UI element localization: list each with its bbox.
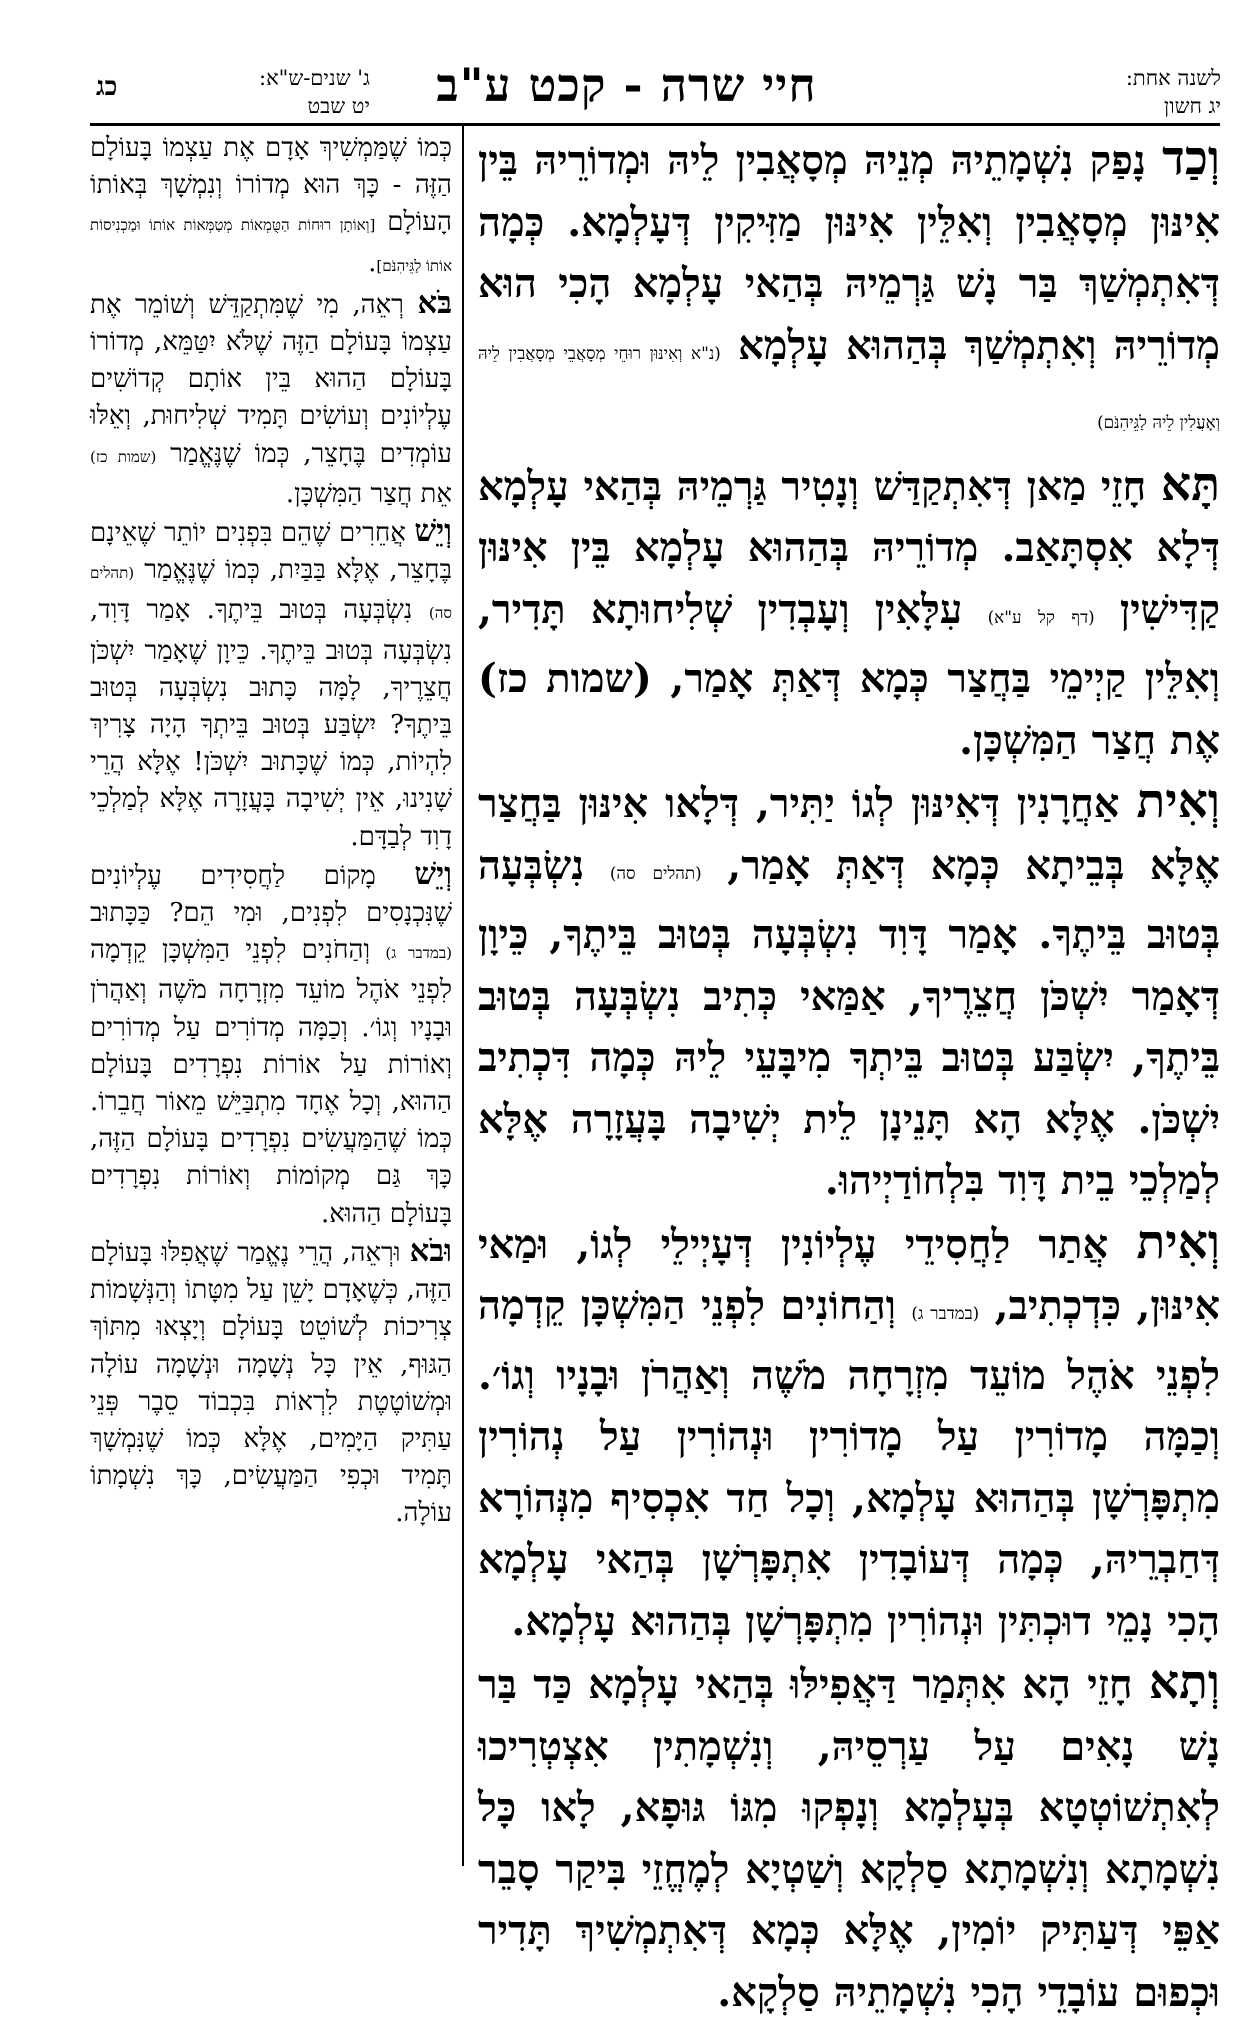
paragraph-opening-word: וְתָא (1148, 1655, 1220, 1710)
paragraph-text-tail: . (368, 247, 377, 278)
schedule-one-year-date: יג חשון (1163, 94, 1221, 118)
schedule-one-year (1001, 64, 1221, 120)
source-note: (במדבר ג) (385, 944, 452, 963)
source-note: (שמות כז) (90, 447, 157, 466)
main-paragraph-3 (478, 771, 1220, 1212)
paragraph-text: נָפַק נִשְׁמָתֵיהּ מְנֵיהּ מְסָאֲבִין לֵיהּ וּמְדוֹרֵיהּ בֵּין אִינּוּן מְסָאֲבִין וְאִלֵּין אִינּוּן מַזִּיקִין דְּעָלְמָא. כְּמָה דְּאִתְמְשַׁךְ בַּר נָשׁ גַּרְמֵיהּ בְּהַאי עָלְמָא הָכִי הוּא מְדוֹרֵיהּ וְאִתְמְשַׁךְ בְּהַהוּא עָלְמָא (478, 137, 1220, 369)
main-paragraph-4 (478, 1212, 1220, 1653)
paragraph-text: מָקוֹם לַחֲסִידִים עֶלְיוֹנִים שֶׁנִּכְנָסִים לִפְנִים, וּמִי הֵם? כַּכָּתוּב (90, 860, 452, 929)
schedule-three-years-date: יט שבט (307, 94, 370, 118)
paragraph-text-tail: עִלָּאִין וְעָבְדִין שְׁלִיחוּתָא תָּדִיר, וְאִלֵּין קַיְימֵי בַּחֲצַר כְּמָא דְּאַתְּ אָמַר, (שמות כז) אֶת חֲצַר הַמִּשְׁכָּן. (478, 585, 1220, 764)
schedule-one-year-label: לשנה אחת: (1125, 66, 1221, 90)
paragraph-text: אֲתַר לַחֲסִידֵי עֶלְיוֹנִין דְּעָיְילֵי לְגוֹ, וּמַאי אִינּוּן, כִּדְכְתִיב, (478, 1220, 1221, 1329)
column-divider (462, 126, 464, 1866)
source-note: (דף קל ע"א) (987, 606, 1095, 627)
paragraph-opening-word: וְיֵשׁ (414, 513, 452, 550)
paragraph-text-tail: וְהַחֹנִים לִפְנֵי הַמִּשְׁכָּן קֵדְמָה לִפְנֵי אֹהֶל מוֹעֵד מִזְרָחָה מֹשֶׁה וְאַהֲרֹן וּבָנָיו וְגוֹ׳. וְכַמָּה מְדוֹרִים עַל מְדוֹרִים וְאוֹרוֹת עַל אוֹרוֹת נִפְרָדִים בָּעוֹלָם הַהוּא, וְכָל אֶחָד מִתְבַּיֵּשׁ מֵאוֹר חֲבֵרוֹ. כְּמוֹ שֶׁהַמַּעֲשִׂים נִפְרָדִים בָּעוֹלָם הַזֶּה, כָּךְ גַּם מְקוֹמוֹת וְאוֹרוֹת נִפְרָדִים בָּעוֹלָם הַהוּא. (90, 935, 452, 1229)
paragraph-text: חָזֵי מַאן דְּאִתְקַדַּשׁ וְנָטִיר גַּרְמֵיהּ בְּהַאי עָלְמָא דְּלָא אִסְתָּאַב. מְדוֹרֵיהּ בְּהַהוּא עָלְמָא בֵּין אִינּוּן קַדִּישִׁין (478, 462, 1221, 633)
zohar-aramaic-column (478, 128, 1221, 2016)
paragraph-text: אַחֲרָנִין דְּאִינּוּן לְגוֹ יַתִּיר, דְּלָאו אִינּוּן בַּחֲצַר אֶלָּא בְּבֵיתָא כְּמָא דְּאַתְּ אָמַר, (478, 780, 1220, 889)
schedule-three-years (170, 64, 370, 120)
side-paragraph-4 (90, 856, 452, 1233)
paragraph-text: רְאֵה, מִי שֶׁמִּתְקַדֵּשׁ וְשׁוֹמֵר אֶת עַצְמוֹ בָּעוֹלָם הַזֶּה שֶׁלֹּא יִטַּמֵּא, מְדוֹרוֹ בָּעוֹלָם הַהוּא בֵּין אוֹתָם קְדוֹשִׁים עֶלְיוֹנִים וְעוֹשִׂים תָּמִיד שְׁלִיחוּת, וְאֵלּוּ עוֹמְדִים בֶּחָצֵר, כְּמוֹ שֶׁנֶּאֱמַר (90, 289, 452, 469)
paragraph-text-tail: נִשְׂבְּעָה בְּטוּב בֵּיתֶךָ. אָמַר דָּוִד נִשְׂבְּעָה בְּטוּב בֵּיתֶךָ, כֵּיוָן דְּאָמַר יִשְׁכֹּן חֲצֵרֶיךָ, אַמַּאי כְּתִיב נִשְׂבְּעָה בְּטוּב בֵּיתֶךָ, יִשְׂבַּע בְּטוּב בֵּיתְךָ מִיבָּעֵי לֵיהּ כְּמָה דִּכְתִיב יִשְׁכֹּן. אֶלָּא הָא תָּנֵינָן לֵית יְשִׁיבָה בָּעֲזָרָה אֶלָּא לְמַלְכֵי בֵית דָּוִד בִּלְחוֹדַיְיהוּ. (478, 841, 1220, 1204)
main-paragraph-5 (478, 1652, 1220, 2031)
paragraph-opening-word: וּבֹא (409, 1232, 452, 1269)
paragraph-opening-word: וְאִית (1136, 1214, 1220, 1270)
hebrew-translation-column (90, 128, 452, 1868)
schedule-three-years-label: ג' שנים-ש"א: (259, 66, 370, 90)
source-note: [וְאוֹתָן רוּחוֹת הַטֻּמְאוֹת מְטַמְּאוֹת אוֹתוֹ וּמַכְנִיסוֹת אוֹתוֹ לַגֵּיהִנֹּם] (90, 216, 452, 275)
paragraph-opening-word: וְאִית (1136, 774, 1220, 829)
page-title: חיי שרה - קכט ע"ב (436, 58, 817, 112)
header-rule (90, 123, 1220, 126)
source-note: (תהלים סה) (609, 862, 702, 883)
side-paragraph-3 (90, 513, 452, 856)
main-paragraph-2 (478, 454, 1220, 772)
paragraph-text: אֲחֵרִים שֶׁהֵם בִּפְנִים יוֹתֵר שֶׁאֵינָם בֶּחָצֵר, אֶלָּא בַּבַּיִת, כְּמוֹ שֶׁנֶּאֱמַר (90, 518, 452, 586)
paragraph-text: כְּמוֹ שֶׁמַּמְשִׁיךְ אָדָם אֶת עַצְמוֹ בָּעוֹלָם הַזֶּה - כָּךְ הוּא מְדוֹרוֹ וְנִמְשָׁךְ בְּאוֹתוֹ הָעוֹלָם (90, 133, 452, 238)
main-paragraph-1 (478, 128, 1220, 454)
paragraph-text-tail: וְהַחוֹנִים לִפְנֵי הַמִּשְׁכָּן קֵדְמָה לִפְנֵי אֹהֶל מוֹעֵד מִזְרָחָה מֹשֶׁה וְאַהֲרֹן וּבָנָיו וְגוֹ׳. וְכַמָּה מָדוֹרִין עַל מָדוֹרִין וּנְהוֹרִין עַל נְהוֹרִין מִתְפָּרְשָׁן בְּהַהוּא עָלְמָא, וְכָל חַד אִכְסִיף מִנְּהוֹרָא דְּחַבְרֵיהּ, כְּמָה דְּעוֹבָדִין אִתְפָּרְשָׁן בְּהַאי עָלְמָא הָכִי נָמֵי דוּכְתִּין וּנְהוֹרִין מִתְפָּרְשָׁן בְּהַהוּא עָלְמָא. (478, 1282, 1220, 1645)
source-note: (נ"א וְאִינּוּן רוּחֵי מְסָאֲבֵי מְסָאֲבִין לֵיהּ וְאָעֲלִין לֵיהּ לַגֵּיהִנֹּם) (478, 342, 1220, 432)
paragraph-opening-word: וְכַד (1162, 131, 1220, 186)
paragraph-text-tail: אֵת חֲצַר הַמִּשְׁכָּן. (285, 478, 452, 509)
side-paragraph-5 (90, 1233, 452, 1536)
paragraph-text-tail: נִשְׂבְּעָה בְּטוּב בֵּיתֶךָ. אָמַר דָּוִד, נִשְׂבְּעָה בְּטוּב בֵּיתֶךָ. כֵּיוָן שֶׁאָמַר יִשְׁכֹּן חֲצֵרֶיךָ, לָמָּה כָּתוּב נִשְׂבְּעָה בְּטוּב בֵּיתֶךָ? יִשְׂבַּע בְּטוּב בֵּיתְךָ הָיָה צָרִיךְ לִהְיוֹת, כְּמוֹ שֶׁכָּתוּב יִשְׁכֹּן! אֶלָּא הֲרֵי שָׁנִינוּ, אֵין יְשִׁיבָה בָּעֲזָרָה אֶלָּא לְמַלְכֵי דָוִד לְבַדָּם. (90, 595, 452, 852)
paragraph-opening-word: תָּא (1160, 456, 1220, 512)
source-note: (תהלים סה) (90, 564, 452, 623)
source-note: (במדבר ג) (911, 1303, 980, 1323)
side-paragraph-2 (90, 285, 452, 513)
page-number: כג (96, 72, 118, 102)
paragraph-opening-word: וְיֵשׁ (414, 855, 452, 892)
paragraph-text: וּרְאֵה, הֲרֵי נֶאֱמַר שֶׁאֲפִלּוּ בָּעוֹלָם הַזֶּה, כְּשֶׁאָדָם יָשֵׁן עַל מִטָּתוֹ וְהַנְּשָׁמוֹת צְרִיכוֹת לְשׁוֹטֵט בָּעוֹלָם וְיָצְאוּ מִתּוֹךְ הַגּוּף, אֵין כָּל נְשָׁמָה וּנְשָׁמָה עוֹלָה וּמְשׁוֹטֶטֶת לִרְאוֹת בִּכְבוֹד סֵבֶר פְּנֵי עַתִּיק הַיָּמִים, אֶלָּא כְּמוֹ שֶׁנִּמְשָׁךְ תָּמִיד וּכְפִי הַמַּעֲשִׂים, כָּךְ נִשְׁמָתוֹ עוֹלָה. (90, 1237, 452, 1529)
side-paragraph-1 (90, 128, 452, 285)
paragraph-text: חָזֵי הָא אִתְּמַר דַּאֲפִילּוּ בְּהַאי עָלְמָא כַּד בַּר נָשׁ נָאִים עַל עַרְסֵיהּ, וְנִשְׁמָתִין אִצְטְרִיכוּ לְאִתְשׁוֹטְטָא בְּעָלְמָא וְנָפְקוּ מִגּוֹ גּוּפָא, לָאו כָּל נִשְׁמָתָא וְנִשְׁמָתָא סַלְקָא וְשַׁטְיָא לְמֶחֱזֵי בִּיקַר סָבֵר אַפֵּי דְּעַתִּיק יוֹמִין, אֶלָּא כְּמָא דְּאִתְמְשִׁיךְ תָּדִיר וּכְפוּם עוֹבָדֵי הָכִי נִשְׁמָתֵיהּ סַלְקָא. (478, 1661, 1220, 2016)
paragraph-opening-word: בֹּא (417, 284, 452, 321)
